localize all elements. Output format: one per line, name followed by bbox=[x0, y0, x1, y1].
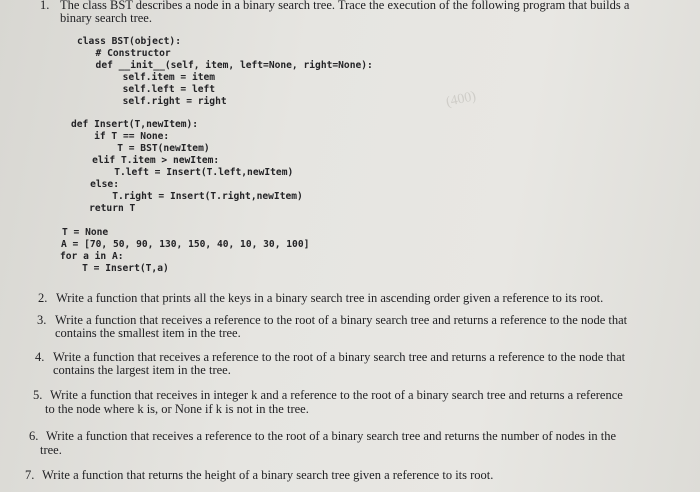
question-5-number: 5. bbox=[33, 388, 43, 402]
code-line: T = BST(newItem) bbox=[71, 143, 210, 154]
question-7-number: 7. bbox=[25, 468, 35, 482]
code-line: return T bbox=[66, 203, 136, 214]
code-line: def __init__(self, item, left=None, right=None): bbox=[84, 60, 373, 71]
code-line: self.right = right bbox=[88, 96, 227, 107]
question-4-text-line2: contains the largest item in the tree. bbox=[53, 363, 231, 377]
question-3-number: 3. bbox=[37, 313, 47, 327]
code-line: # Constructor bbox=[84, 48, 171, 59]
code-line: self.left = left bbox=[88, 84, 216, 95]
code-line: if T == None: bbox=[71, 131, 170, 142]
question-2-number: 2. bbox=[38, 291, 48, 305]
code-line: T = None bbox=[62, 227, 109, 238]
question-4-number: 4. bbox=[35, 350, 45, 364]
question-2-text-line1: Write a function that prints all the keys in a binary search tree in ascending order given a reference to its root. bbox=[56, 291, 604, 305]
code-line: elif T.item > newItem: bbox=[69, 155, 220, 166]
question-3-text-line2: contains the smallest item in the tree. bbox=[55, 326, 241, 340]
code-line: T.left = Insert(T.left,newItem) bbox=[68, 167, 294, 178]
question-5-text-line1: Write a function that receives in integer k and a reference to the root of a binary search tree and returns a reference bbox=[50, 388, 623, 402]
question-6-text-line2: tree. bbox=[40, 443, 62, 457]
code-line: self.item = item bbox=[88, 72, 216, 83]
code-line: T = Insert(T,a) bbox=[59, 263, 169, 274]
code-line: class BST(object): bbox=[77, 36, 181, 47]
pencil-annotation: (400) bbox=[444, 89, 478, 110]
code-line: else: bbox=[67, 179, 119, 190]
question-1-number: 1. bbox=[40, 0, 50, 12]
code-line: for a in A: bbox=[60, 251, 124, 262]
question-3-text-line1: Write a function that receives a reference to the root of a binary search tree and returns a reference to the node that bbox=[55, 313, 628, 327]
question-1-text-line2: binary search tree. bbox=[60, 11, 152, 25]
code-line: def Insert(T,newItem): bbox=[71, 119, 199, 130]
question-4-text-line1: Write a function that receives a reference to the root of a binary search tree and returns a reference to the node that bbox=[53, 350, 626, 364]
question-6-number: 6. bbox=[29, 429, 39, 443]
code-line: A = [70, 50, 90, 130, 150, 40, 10, 30, 100] bbox=[61, 239, 310, 250]
question-6-text-line1: Write a function that receives a reference to the root of a binary search tree and returns the number of nodes in the bbox=[46, 429, 617, 443]
question-5-text-line2: to the node where k is, or None if k is not in the tree. bbox=[45, 402, 309, 416]
question-1-text-line1: The class BST describes a node in a binary search tree. Trace the execution of the following program that builds a bbox=[60, 0, 630, 12]
code-line: T.right = Insert(T.right,newItem) bbox=[66, 191, 303, 202]
question-7-text-line1: Write a function that returns the height of a binary search tree given a reference to its root. bbox=[42, 468, 494, 482]
